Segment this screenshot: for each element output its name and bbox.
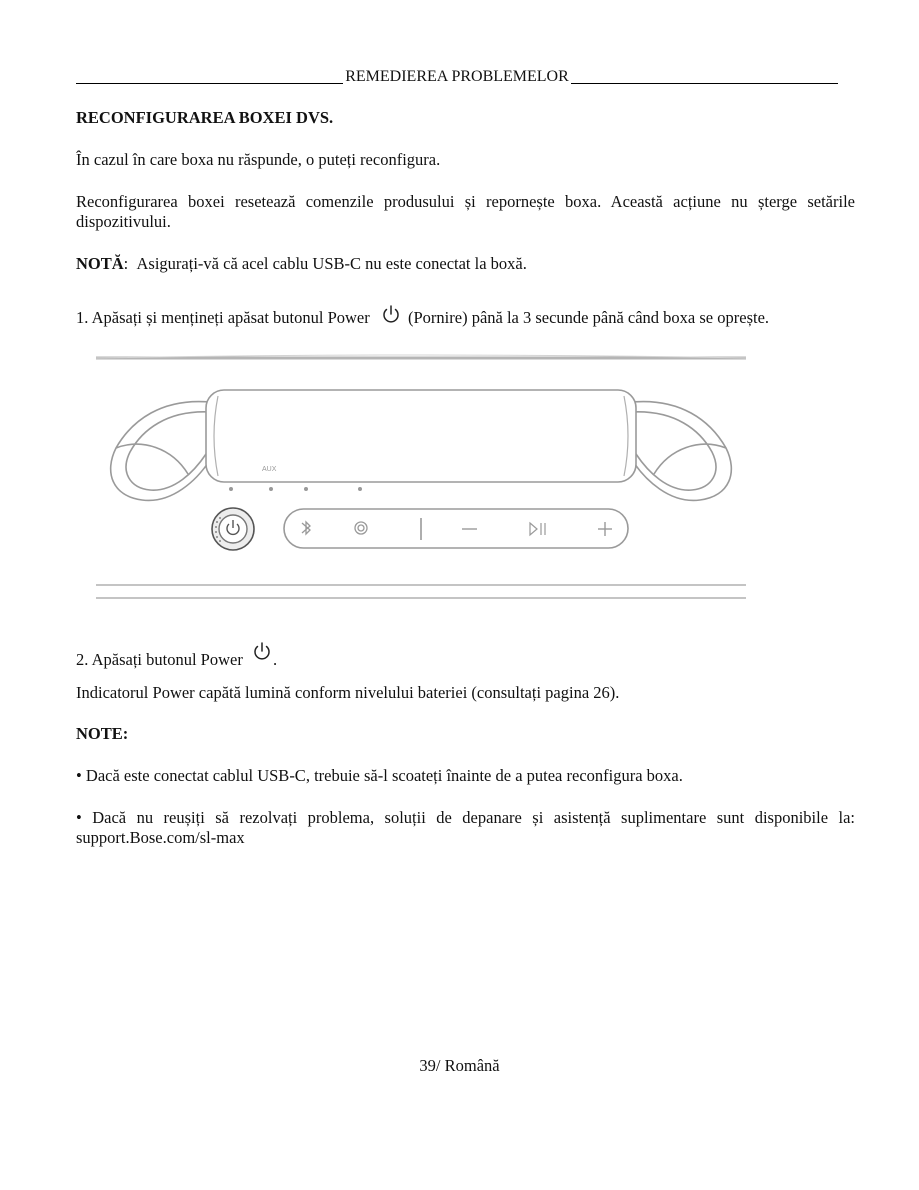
step-2	[76, 641, 855, 670]
step-1-text-before: 1. Apăsați și mențineți apăsat butonul Power	[76, 308, 370, 327]
indicator-light	[269, 487, 273, 491]
intro-paragraph: În cazul în care boxa nu răspunde, o puteți reconfigura.	[76, 150, 441, 169]
step-2-text-before: 2. Apăsați butonul Power	[76, 650, 243, 669]
step-1	[76, 304, 855, 331]
power-button[interactable]	[212, 508, 254, 550]
page-footer: 39/ Română	[419, 1056, 500, 1075]
page-heading: RECONFIGURAREA BOXEI DVS.	[76, 108, 334, 127]
handle-left	[111, 402, 210, 501]
aux-label: AUX	[262, 466, 277, 473]
indicator-light	[358, 487, 362, 491]
note-paragraph	[76, 254, 855, 274]
indicator-light	[304, 487, 308, 491]
indicator-paragraph: Indicatorul Power capătă lumină conform nivelului bateriei (consultați pagina 26).	[76, 683, 620, 702]
notes-heading: NOTE:	[76, 724, 129, 743]
step-2-text-after: .	[272, 650, 278, 669]
indicator-light	[229, 487, 233, 491]
header-rule-left	[76, 80, 343, 84]
note-bullet-1: • Dacă este conectat cablul USB-C, trebuie să-l scoateți înainte de a putea reconfigura boxa.	[76, 766, 683, 785]
section-title: REMEDIEREA PROBLEMELOR	[345, 68, 569, 85]
note-separator: :	[123, 254, 129, 273]
note-bullet-2: • Dacă nu reușiți să rezolvați problema, soluții de depanare și asistență suplimentare sunt disponibile la: support.Bose.com/sl-max	[76, 808, 855, 847]
step-1-text-after: (Pornire) până la 3 secunde până când boxa se oprește.	[408, 308, 770, 327]
note-text: Asigurați-vă că acel cablu USB-C nu este conectat la boxă.	[136, 254, 527, 273]
page-header	[76, 66, 838, 86]
power-icon	[251, 641, 273, 668]
handle-right	[632, 402, 731, 501]
speaker-drawing	[92, 350, 752, 605]
header-rule-right	[571, 80, 838, 84]
power-icon	[380, 304, 402, 331]
description-paragraph: Reconfigurarea boxei resetează comenzile produsului și repornește boxa. Această acțiune nu șterge setările dispozitivului.	[76, 192, 855, 231]
control-panel	[284, 509, 628, 548]
speaker-illustration	[92, 350, 752, 605]
note-label: NOTĂ	[76, 254, 124, 273]
